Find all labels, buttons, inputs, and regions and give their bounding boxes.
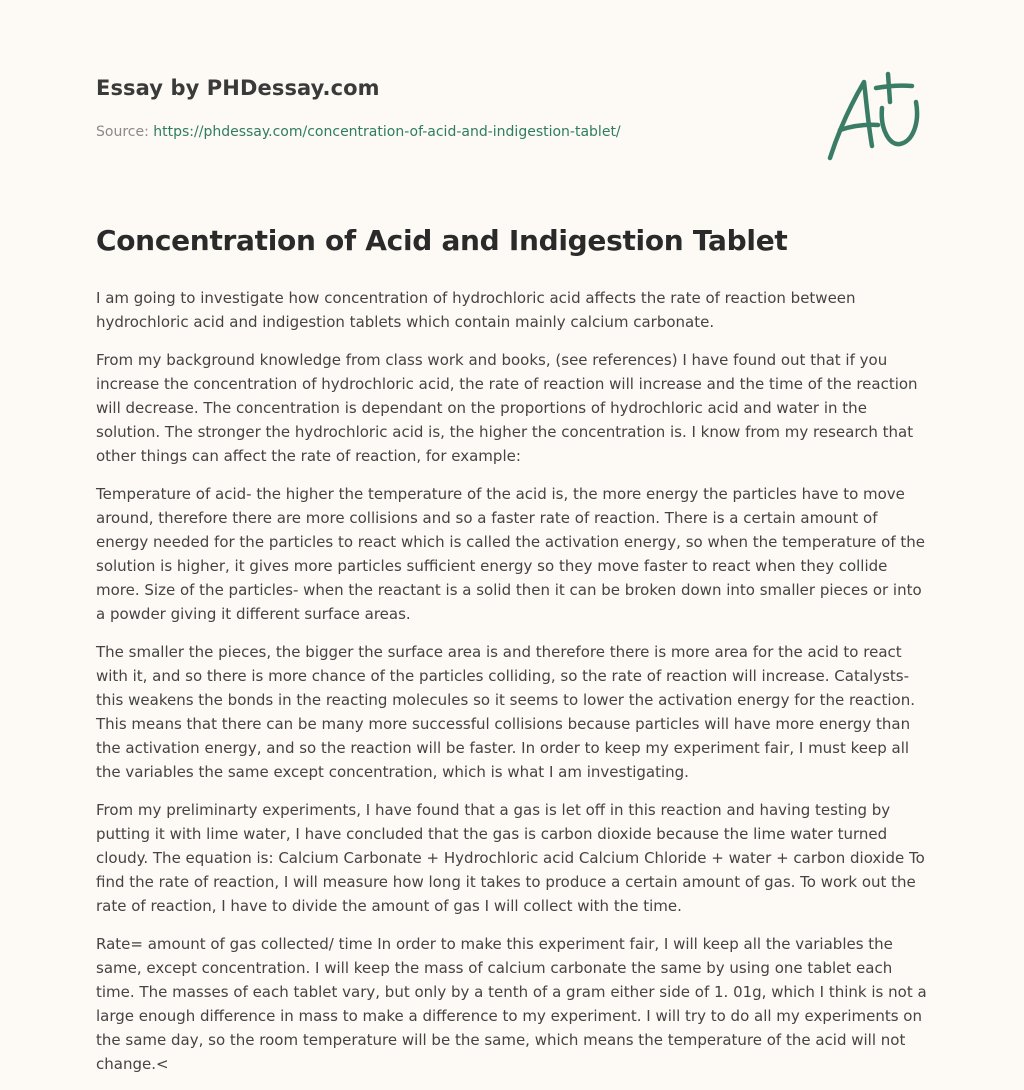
essay-header (96, 76, 796, 140)
essay-body (96, 286, 932, 1090)
essay-title: Concentration of Acid and Indigestion Tablet (96, 224, 788, 257)
essay-paragraph: From my preliminarty experiments, I have found that a gas is let off in this reaction and having testing by putting it with lime water, I have concluded that the gas is carbon dioxide because the lime water turned cloudy. The equation is: Calcium Carbonate + Hydrochloric acid Calcium Chloride + water + carbon dioxide To find the rate of reaction, I will measure how long it takes to produce a certain amount of gas. To work out the rate of reaction, I have to divide the amount of gas I will collect with the time. (96, 801, 925, 915)
a-plus-logo-icon (820, 68, 930, 168)
source-line (96, 124, 796, 140)
essay-paragraph: I am going to investigate how concentration of hydrochloric acid affects the rate of reaction between hydrochloric acid and indigestion tablets which contain mainly calcium carbonate. (96, 289, 856, 331)
site-title: Essay by PHDessay.com (96, 76, 380, 100)
essay-paragraph: The smaller the pieces, the bigger the surface area is and therefore there is more area for the acid to react with it, and so there is more chance of the particles colliding, so the rate of reaction will increase. Catalysts- this weakens the bonds in the reacting molecules so it seems to lower the activation energy for the reaction. This means that there can be many more successful collisions because particles will have more energy than the activation energy, and so the reaction will be faster. In order to keep my experiment fair, I must keep all the variables the same except concentration, which is what I am investigating. (96, 643, 915, 781)
essay-paragraph: From my background knowledge from class work and books, (see references) I have found out that if you increase the concentration of hydrochloric acid, the rate of reaction will increase and the time of the reaction will decrease. The concentration is dependant on the proportions of hydrochloric acid and water in the solution. The stronger the hydrochloric acid is, the higher the concentration is. I know from my research that other things can affect the rate of reaction, for example: (96, 351, 918, 465)
source-label: Source: (96, 124, 154, 140)
essay-paragraph: Rate= amount of gas collected/ time In order to make this experiment fair, I will keep all the variables the same, except concentration. I will keep the mass of calcium carbonate the same by using one tablet each time. The masses of each tablet vary, but only by a tenth of a gram either side of 1. 01g, which I think is not a large enough difference in mass to make a difference to my experiment. I will try to do all my experiments on the same day, so the room temperature will be the same, which means the temperature of the acid will not change.< (96, 935, 927, 1073)
source-link[interactable]: https://phdessay.com/concentration-of-acid-and-indigestion-tablet/ (153, 124, 621, 140)
essay-paragraph: Temperature of acid- the higher the temperature of the acid is, the more energy the particles have to move around, therefore there are more collisions and so a faster rate of reaction. There is a certain amount of energy needed for the particles to react which is called the activation energy, so when the temperature of the solution is higher, it gives more particles sufficient energy so they move faster to react when they collide more. Size of the particles- when the reactant is a solid then it can be broken down into smaller pieces or into a powder giving it different surface areas. (96, 485, 926, 623)
